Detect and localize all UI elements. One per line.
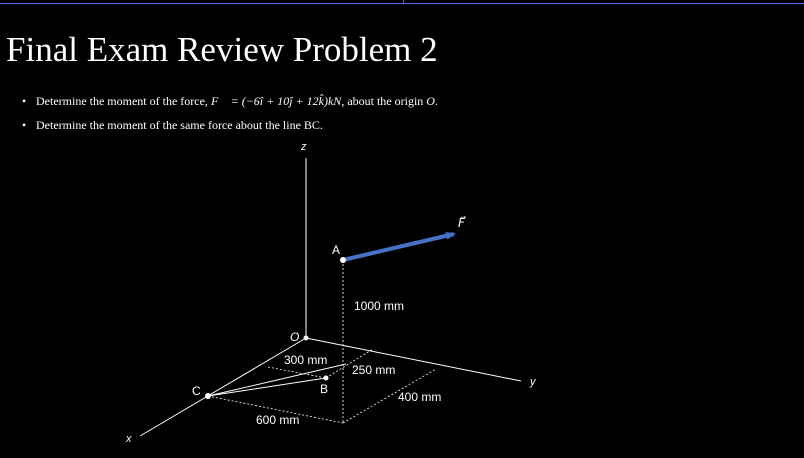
origin-symbol: O (426, 94, 435, 108)
point-a-label: A (332, 243, 341, 257)
dimension-400mm: 400 mm (398, 390, 442, 404)
dimension-250mm: 250 mm (352, 363, 396, 377)
origin-label: O (290, 330, 300, 344)
x-axis-label: x (126, 433, 132, 445)
dimension-600mm: 600 mm (256, 413, 300, 427)
force-label: F⃗ (458, 216, 465, 230)
z-axis-label: z (301, 141, 307, 153)
force-equation: F⃗ = (−6î + 10ĵ + 12k̂)kN (210, 94, 342, 108)
bullet-1-text-before: Determine the moment of the force, (36, 94, 211, 108)
y-axis-line (306, 338, 521, 381)
point-a-dot (340, 257, 346, 263)
bullet-1-period: . (434, 94, 438, 108)
bullet-2-text: Determine the moment of the same force about the line BC. (36, 118, 323, 132)
point-b-label: B (320, 382, 329, 396)
bullet-marker: • (22, 118, 27, 132)
force-arrow (343, 234, 454, 260)
y-axis-label: y (530, 376, 536, 388)
slide-title: Final Exam Review Problem 2 (6, 30, 438, 69)
bullet-1-text-after: , about the origin (341, 94, 427, 108)
line-c-to-b (208, 378, 329, 396)
point-b-dot (324, 376, 329, 381)
dashed-300-guide (268, 367, 326, 378)
point-c-label: C (192, 384, 201, 398)
origin-dot (304, 336, 309, 341)
dimension-1000mm: 1000 mm (354, 299, 405, 313)
bullet-marker: • (22, 94, 27, 108)
point-c-dot (205, 393, 211, 399)
dimension-300mm: 300 mm (284, 353, 328, 367)
